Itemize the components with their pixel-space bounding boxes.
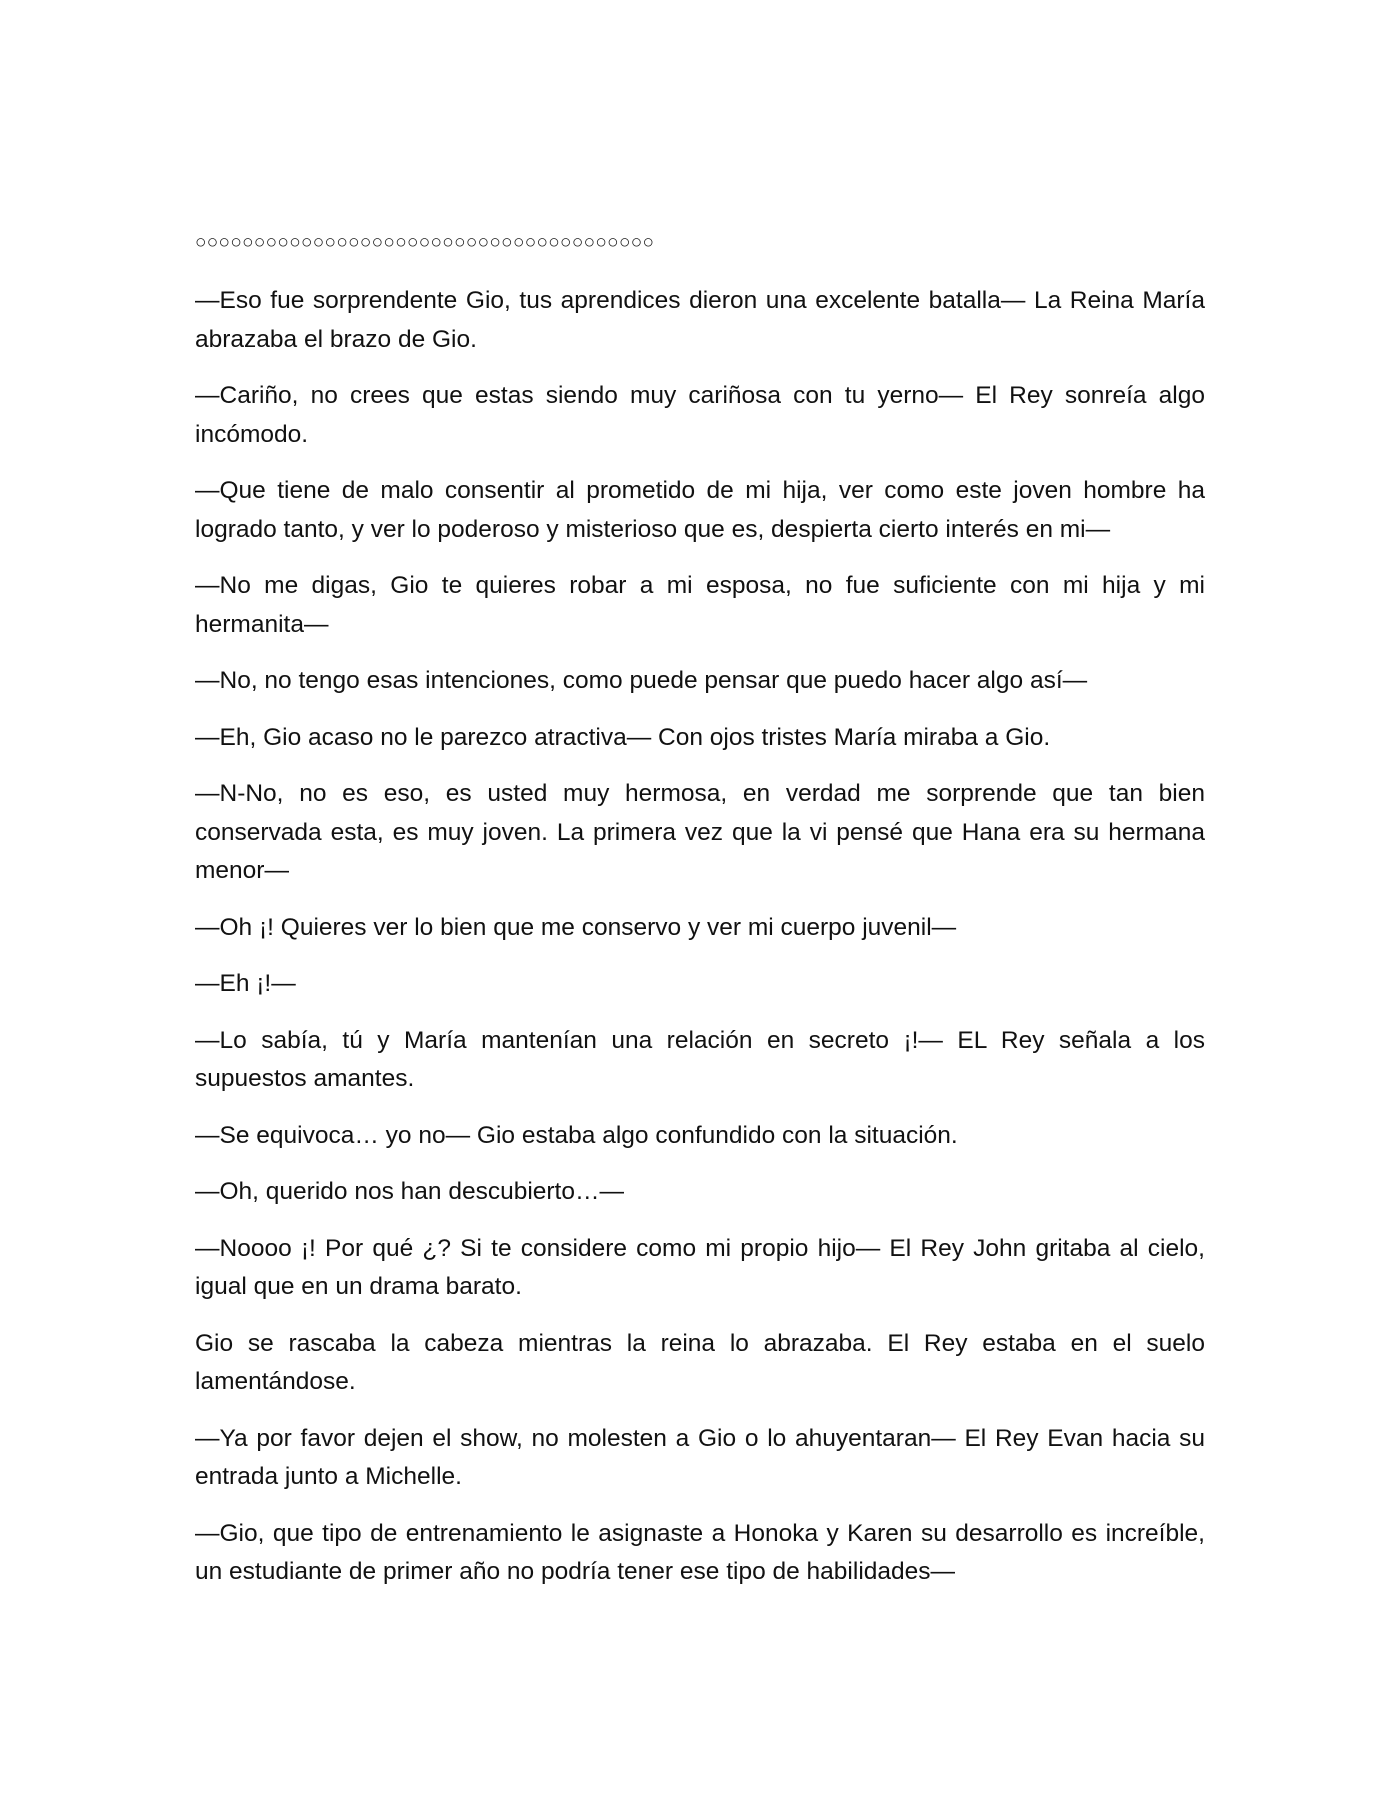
paragraph: —Noooo ¡! Por qué ¿? Si te considere como mi propio hijo— El Rey John gritaba al cielo, igual que en un drama barato. [195, 1234, 1205, 1300]
paragraph: —No, no tengo esas intenciones, como puede pensar que puedo hacer algo así— [195, 667, 1088, 694]
paragraph: —Eh ¡!— [195, 970, 296, 997]
scene-separator: ○○○○○○○○○○○○○○○○○○○○○○○○○○○○○○○○○○○○○○○ [195, 232, 655, 253]
document-body [195, 228, 1205, 1610]
paragraph: —Que tiene de malo consentir al prometido de mi hija, ver como este joven hombre ha logrado tanto, y ver lo poderoso y misterioso que es, despierta cierto interés en mi— [195, 477, 1205, 543]
paragraph: —Oh ¡! Quieres ver lo bien que me conservo y ver mi cuerpo juvenil— [195, 913, 957, 941]
paragraph: —Cariño, no crees que estas siendo muy cariñosa con tu yerno— El Rey sonreía algo incómodo. [195, 382, 1205, 448]
paragraph: —Ya por favor dejen el show, no molesten a Gio o lo ahuyentaran— El Rey Evan hacia su entrada junto a Michelle. [195, 1424, 1205, 1490]
paragraph: —No me digas, Gio te quieres robar a mi esposa, no fue suficiente con mi hija y mi hermanita— [195, 572, 1205, 638]
paragraph: —Lo sabía, tú y María mantenían una relación en secreto ¡!— EL Rey señala a los supuestos amantes. [195, 1026, 1205, 1092]
paragraph: —Eh, Gio acaso no le parezco atractiva— Con ojos tristes María miraba a Gio. [195, 723, 1051, 751]
paragraph: —Oh, querido nos han descubierto…— [195, 1178, 624, 1205]
paragraph: Gio se rascaba la cabeza mientras la reina lo abrazaba. El Rey estaba en el suelo lamentándose. [195, 1329, 1205, 1395]
paragraph: —N-No, no es eso, es usted muy hermosa, en verdad me sorprende que tan bien conservada esta, es muy joven. La primera vez que la vi pensé que Hana era su hermana menor— [195, 780, 1205, 884]
paragraph: —Eso fue sorprendente Gio, tus aprendices dieron una excelente batalla— La Reina María abrazaba el brazo de Gio. [195, 287, 1205, 353]
paragraph: —Se equivoca… yo no— Gio estaba algo confundido con la situación. [195, 1121, 958, 1149]
paragraph: —Gio, que tipo de entrenamiento le asignaste a Honoka y Karen su desarrollo es increíble, un estudiante de primer año no podría tener ese tipo de habilidades— [195, 1519, 1205, 1585]
